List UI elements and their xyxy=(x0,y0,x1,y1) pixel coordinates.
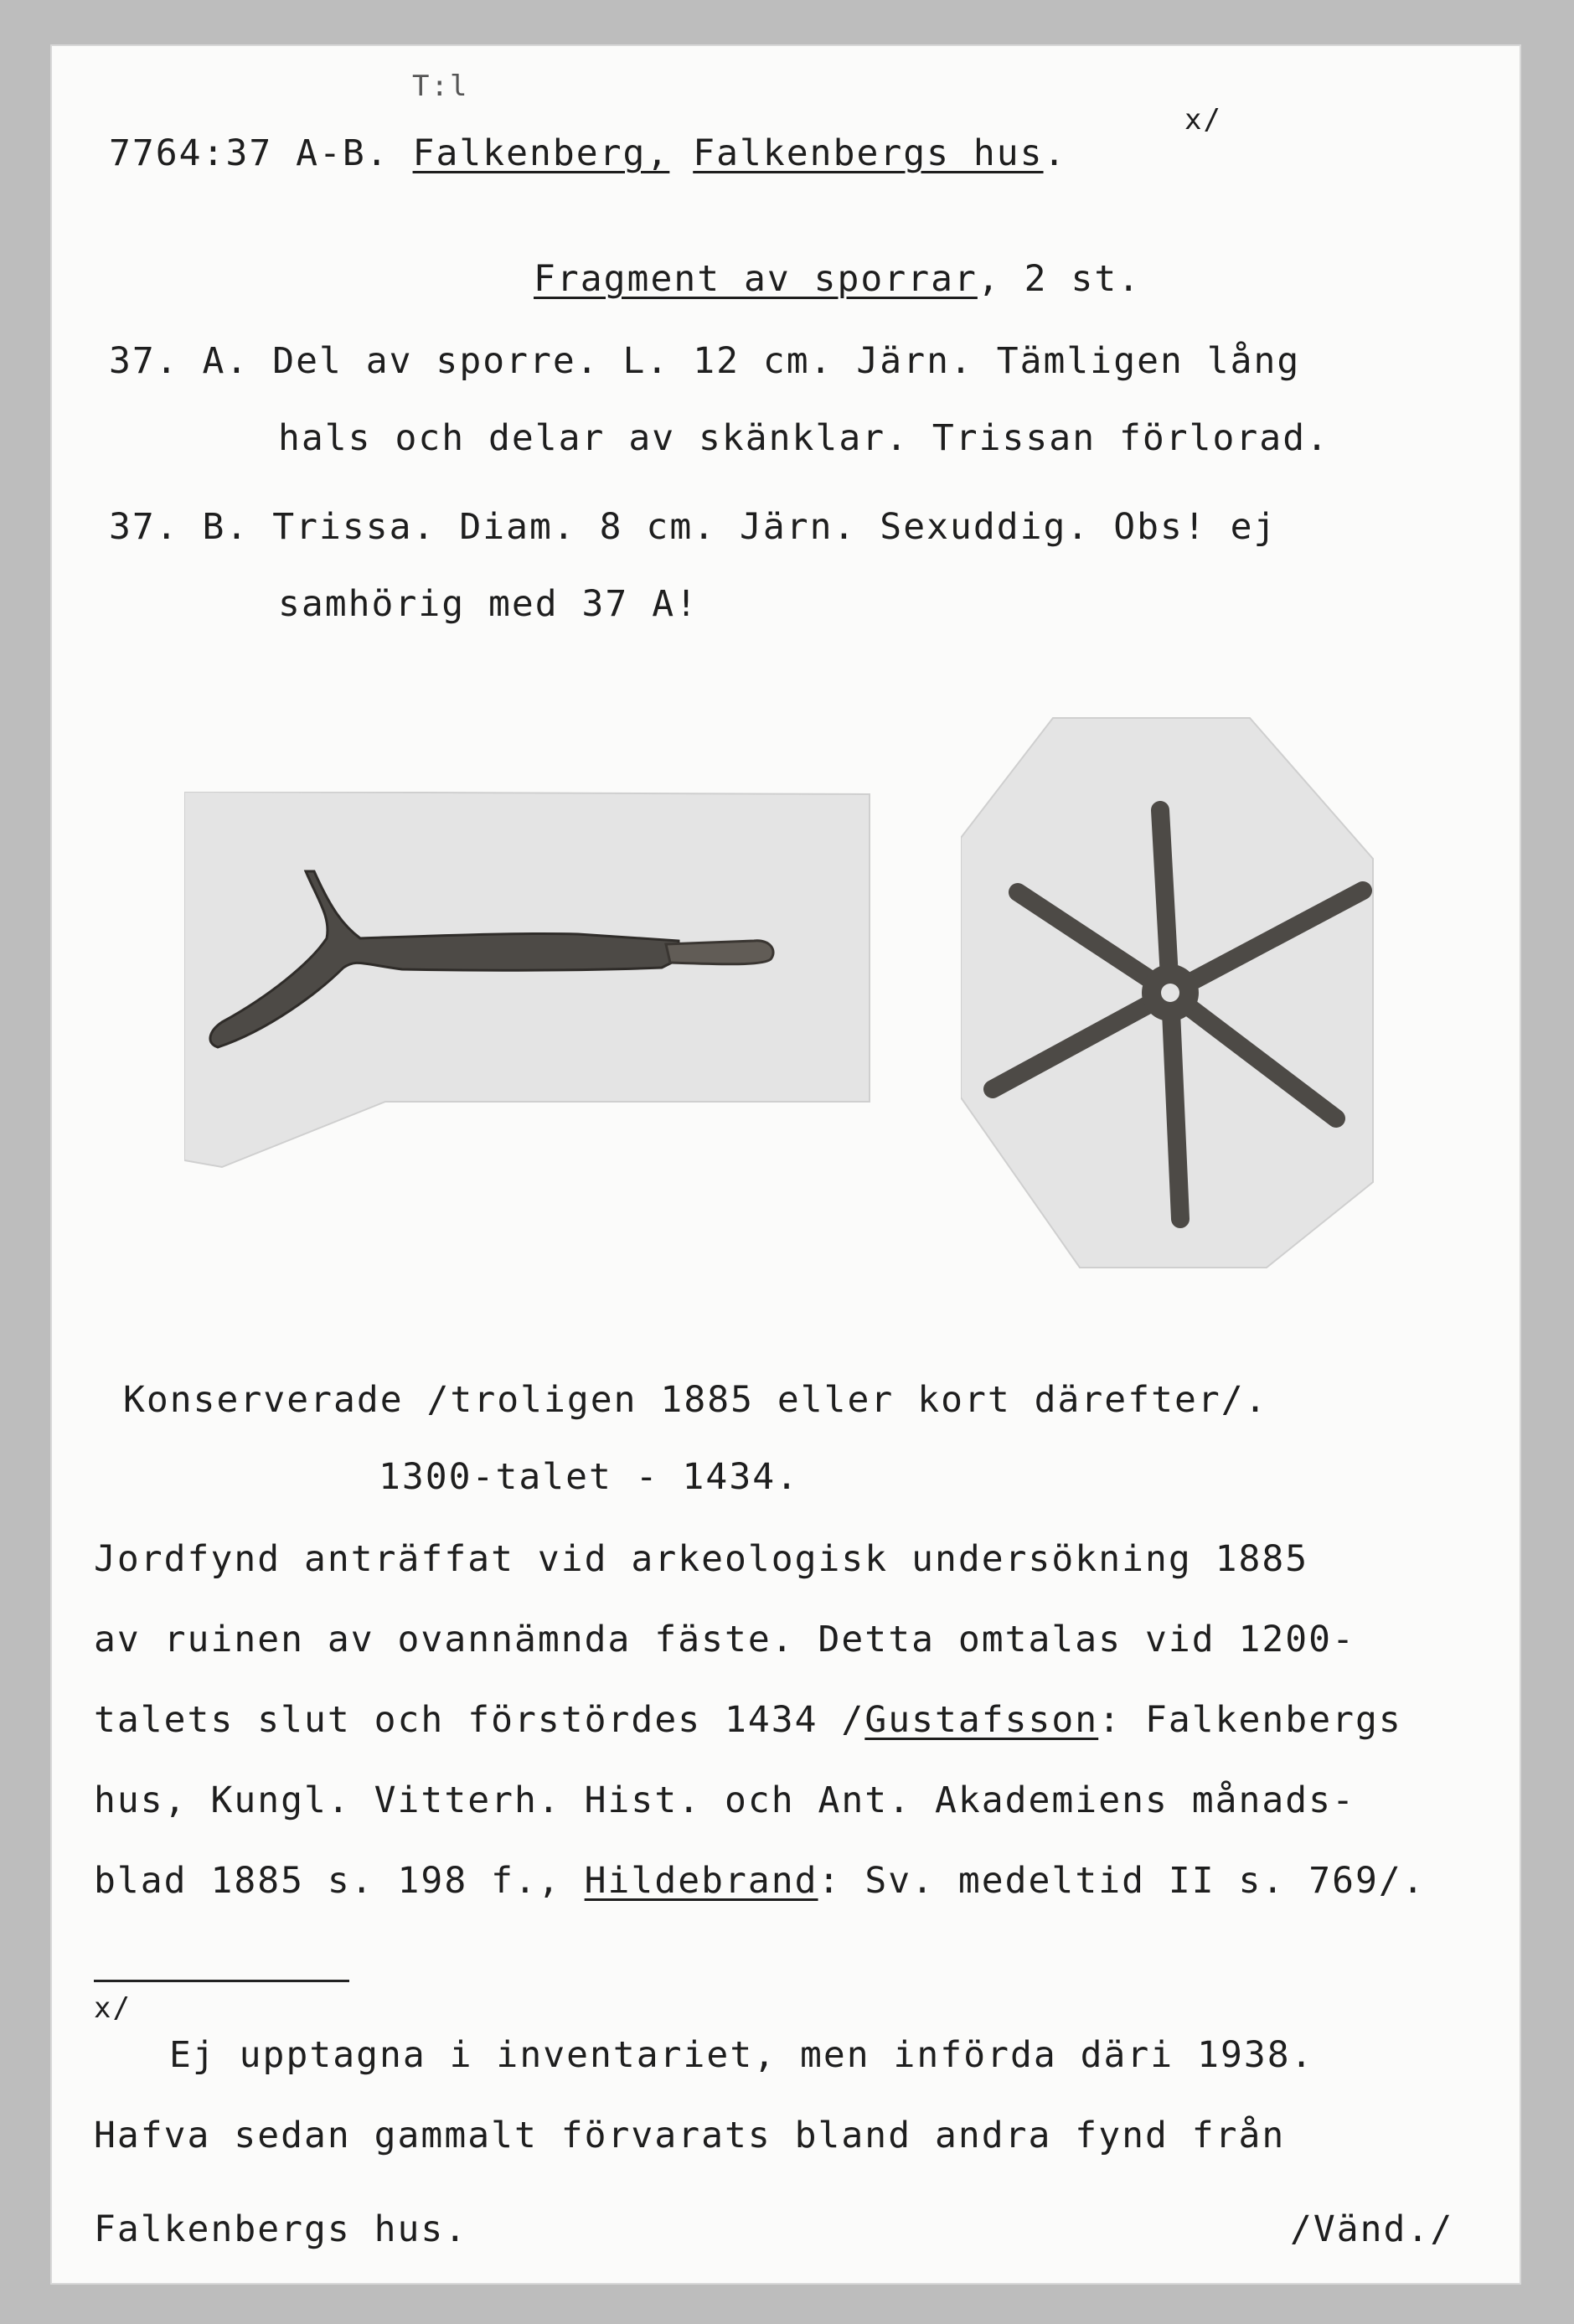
footnote-line-1: Ej upptagna i inventariet, men införda däri 1938. xyxy=(169,2034,1314,2076)
find-note-line-3 xyxy=(94,1698,1402,1742)
dating: 1300-talet - 1434. xyxy=(379,1456,799,1498)
footnote-marker: x/ xyxy=(94,1991,132,2025)
footnote-line-2: Hafva sedan gammalt förvarats bland andra fynd från xyxy=(94,2115,1286,2156)
site-end: . xyxy=(1043,132,1067,174)
footnote-line-3: Falkenbergs hus. xyxy=(94,2208,468,2250)
find-note-line-4: hus, Kungl. Vitterh. Hist. och Ant. Akademiens månads- xyxy=(94,1779,1355,1821)
place-name: Falkenberg, xyxy=(412,132,670,174)
find-note-line-3-pre: talets slut och förstördes 1434 / xyxy=(94,1699,865,1741)
item-b-line-2: samhörig med 37 A! xyxy=(278,583,699,625)
site-name: Falkenbergs hus xyxy=(693,132,1044,174)
conservation-note: Konserverade /troligen 1885 eller kort därefter/. xyxy=(123,1379,1268,1421)
footnote-rule xyxy=(94,1980,349,1982)
object-title-text: Fragment av sporrar xyxy=(534,258,978,300)
find-note-line-5-pre: blad 1885 s. 198 f., xyxy=(94,1860,585,1902)
turn-over-note: /Vänd./ xyxy=(1290,2208,1454,2250)
object-title xyxy=(534,257,1141,301)
item-b-line-1: 37. B. Trissa. Diam. 8 cm. Järn. Sexuddig. Obs! ej xyxy=(109,506,1277,548)
find-note-line-5 xyxy=(94,1859,1426,1903)
find-note-line-5-post: : Sv. medeltid II s. 769/. xyxy=(818,1860,1426,1902)
reference-gustafsson: Gustafsson xyxy=(864,1699,1099,1741)
item-a-line-1: 37. A. Del av sporre. L. 12 cm. Järn. Tämligen lång xyxy=(109,340,1301,382)
object-count: , 2 st. xyxy=(977,258,1142,300)
reference-hildebrand: Hildebrand xyxy=(584,1860,818,1902)
spur-fragment-photo xyxy=(184,792,871,1169)
find-note-line-2: av ruinen av ovannämnda fäste. Detta omtalas vid 1200- xyxy=(94,1619,1355,1660)
handwritten-mark: T:l xyxy=(412,70,469,103)
find-note-line-3-post: : Falkenbergs xyxy=(1098,1699,1402,1741)
footnote-reference-mark: x/ xyxy=(1184,103,1222,137)
item-a-line-2: hals och delar av skänklar. Trissan förlorad. xyxy=(278,417,1329,459)
rowel-photo xyxy=(961,716,1380,1269)
catalog-card xyxy=(52,46,1520,2283)
find-note-line-1: Jordfynd anträffat vid arkeologisk undersökning 1885 xyxy=(94,1538,1309,1580)
header-line xyxy=(109,132,1066,175)
catalog-number: 7764:37 A-B. xyxy=(109,132,390,174)
